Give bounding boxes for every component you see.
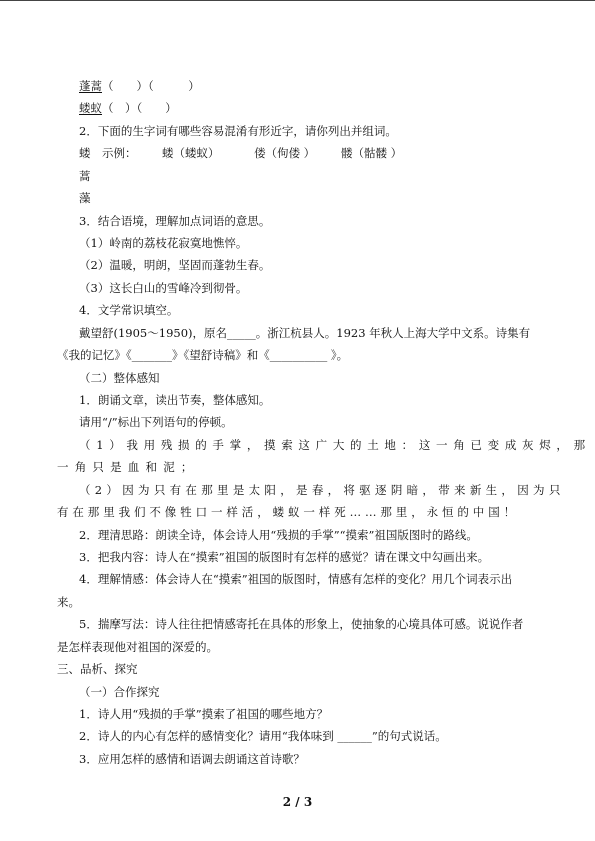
passage-2-line-1: （2）因为只有在那里是太阳，是春，将驱逐阴暗，带来新生，因为只 bbox=[79, 483, 565, 497]
example-louyi: 蝼（蝼蚁） bbox=[162, 146, 220, 160]
section-overall-perception: （二）整体感知 bbox=[79, 371, 160, 385]
char-hao: 蒿 bbox=[79, 169, 91, 183]
task-4-emotion-line-1: 4．理解情感：体会诗人在“摸索”祖国的版图时，情感有怎样的变化？用几个词表示出 bbox=[79, 572, 513, 586]
section-cooperative-inquiry: （一）合作探究 bbox=[79, 685, 160, 699]
inquiry-question-3: 3．应用怎样的感情和语调去朗诵这首诗歌？ bbox=[79, 752, 305, 766]
line-penghao: 蓬蒿（ ）（ ） bbox=[79, 79, 200, 93]
word-louyi: 蝼蚁 bbox=[79, 101, 102, 115]
example-goulou: 偻（佝偻 ） bbox=[254, 146, 316, 160]
char-zao: 藻 bbox=[79, 191, 91, 205]
author-info-line-2: 《我的记忆》《_______》《望舒诗稿》和《__________ 》。 bbox=[57, 348, 349, 362]
task-3-content: 3．把我内容：诗人在“摸索”祖国的版图时有怎样的感觉？请在课文中勾画出来。 bbox=[79, 550, 490, 564]
section-3-heading: 三、品析、探究 bbox=[57, 662, 138, 676]
passage-1-line-2: 一角只是血和泥； bbox=[57, 460, 199, 474]
question-3-item-1: （1）岭南的荔枝花寂寞地憔悴。 bbox=[79, 236, 248, 250]
page-top-border bbox=[0, 0, 595, 1]
example-kulou: 髅（骷髅 ） bbox=[341, 146, 403, 160]
task-5-writing-line-1: 5．揣摩写法：诗人往往把情感寄托在具体的形象上，使抽象的心境具体可感。说说作者 bbox=[79, 617, 524, 631]
task-1-instruction: 请用“/”标出下列语句的停顿。 bbox=[79, 415, 233, 429]
task-1-recite: 1．朗诵文章，读出节奏，整体感知。 bbox=[79, 393, 271, 407]
task-5-writing-line-2: 是怎样表现他对祖国的深爱的。 bbox=[57, 640, 218, 654]
task-2-route: 2．理清思路：朗读全诗，体会诗人用“残损的手掌”“摸索”祖国版图时的路线。 bbox=[79, 528, 478, 542]
author-info-line-1: 戴望舒(1905～1950)，原名_____。浙江杭县人。1923 年秋人上海大学中文系。诗集有 bbox=[79, 326, 531, 340]
inquiry-question-2: 2．诗人的内心有怎样的感情变化？请用“我体味到 ______”的句式说话。 bbox=[79, 729, 447, 743]
inquiry-question-1: 1．诗人用“残损的手掌”摸索了祖国的哪些地方？ bbox=[79, 707, 329, 721]
question-3-item-2: （2）温暖，明朗，坚固而蓬勃生春。 bbox=[79, 258, 271, 272]
word-penghao: 蓬蒿 bbox=[79, 79, 102, 93]
line-louyi: 蝼蚁（ ）（ ） bbox=[79, 101, 177, 115]
passage-2-line-2: 有在那里我们不像牲口一样活，蝼蚁一样死……那里，永恒的中国！ bbox=[57, 505, 519, 519]
page-number: 2 / 3 bbox=[282, 795, 313, 809]
question-2-heading: 2．下面的生字词有哪些容易混淆有形近字，请你列出并组词。 bbox=[79, 124, 397, 138]
question-4-heading: 4．文学常识填空。 bbox=[79, 303, 179, 317]
task-4-emotion-line-2: 来。 bbox=[57, 595, 80, 609]
question-3-item-3: （3）这长白山的雪峰冷到彻骨。 bbox=[79, 281, 248, 295]
question-3-heading: 3．结合语境，理解加点词语的意思。 bbox=[79, 214, 271, 228]
passage-1-line-1: （1）我用残损的手掌，摸索这广大的土地：这一角已变成灰烬，那 bbox=[79, 438, 591, 452]
example-lou: 蝼 示例： bbox=[79, 146, 137, 160]
